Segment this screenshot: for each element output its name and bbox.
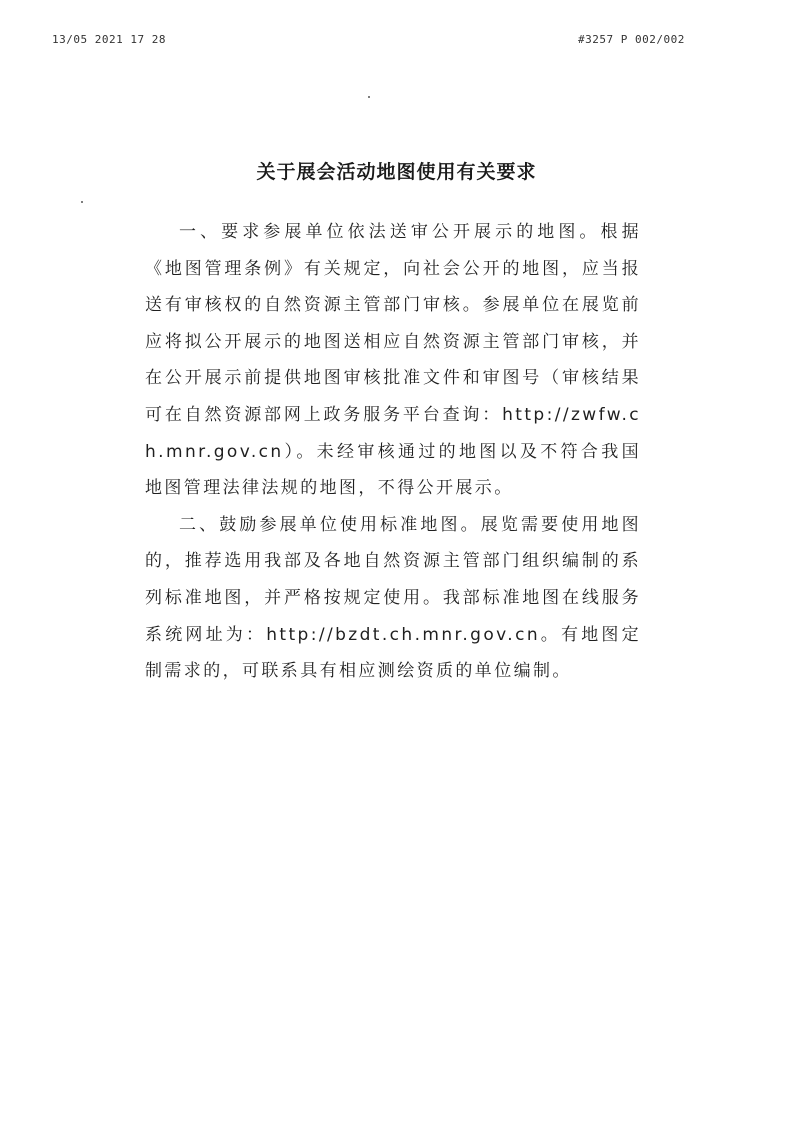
document-body bbox=[145, 214, 641, 690]
scan-speck bbox=[81, 201, 83, 203]
scan-speck bbox=[368, 96, 370, 98]
fax-page-info: #3257 P 002/002 bbox=[578, 33, 685, 46]
fax-timestamp: 13/05 2021 17 28 bbox=[52, 33, 166, 46]
document-title: 关于展会活动地图使用有关要求 bbox=[256, 160, 537, 183]
paragraph-map-review-requirement: 一、要求参展单位依法送审公开展示的地图。根据《地图管理条例》有关规定，向社会公开的地图，应当报送有审核权的自然资源主管部门审核。参展单位在展览前应将拟公开展示的地图送相应自然资源主管部门审核，并在公开展示前提供地图审核批准文件和审图号（审核结果可在自然资源部网上政务服务平台查询：http://zwfw.ch.mnr.gov.cn）。未经审核通过的地图以及不符合我国地图管理法律法规的地图，不得公开展示。 bbox=[145, 222, 641, 499]
paragraph-standard-map-encouragement: 二、鼓励参展单位使用标准地图。展览需要使用地图的，推荐选用我部及各地自然资源主管部门组织编制的系列标准地图，并严格按规定使用。我部标准地图在线服务系统网址为：http://bzdt.ch.mnr.gov.cn。有地图定制需求的，可联系具有相应测绘资质的单位编制。 bbox=[145, 514, 641, 682]
